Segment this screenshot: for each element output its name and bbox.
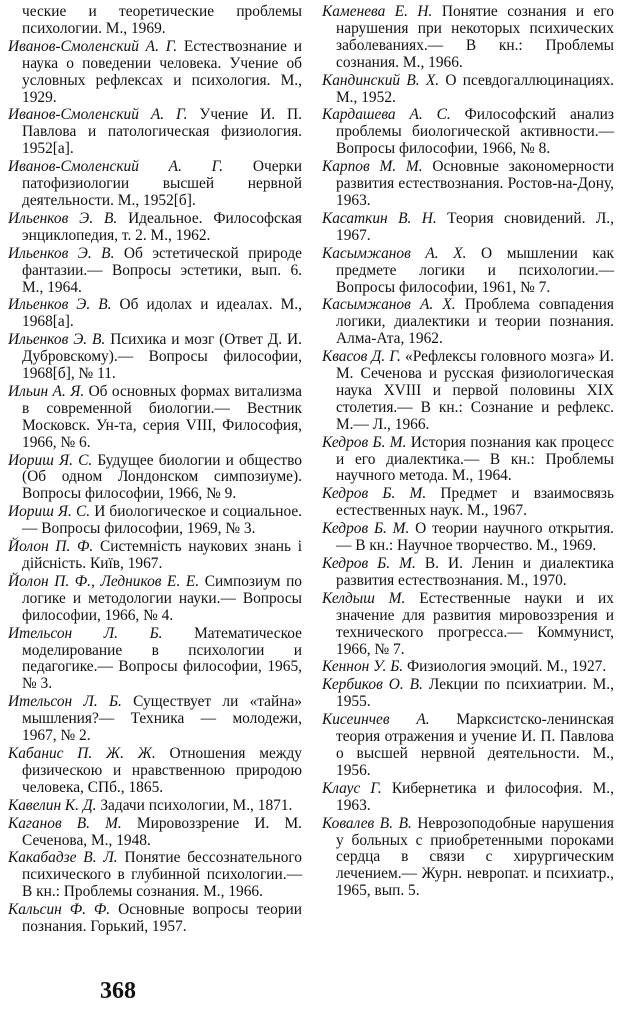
- bibliography-entry: [8, 211, 302, 245]
- bibliography-entry: [322, 107, 614, 158]
- entry-text: Понятие сознания и его нарушения при некоторых психических заболеваниях.— В кн.: Проблемы сознания. М., 1966.: [336, 3, 614, 71]
- entry-author: Иванов-Смоленский А. Г.: [8, 106, 188, 124]
- bibliography-entry: [8, 4, 302, 38]
- entry-author: Кедров Б. М.: [322, 520, 410, 538]
- entry-text: Лекции по психиатрии. М., 1955.: [336, 676, 614, 711]
- entry-author: Касымжанов А. Х.: [322, 296, 456, 314]
- entry-author: Какабадзе В. Л.: [8, 849, 118, 867]
- entry-author: Каганов В. М.: [8, 814, 122, 832]
- entry-author: Кардашева А. С.: [322, 106, 451, 124]
- entry-author: Кисеинчев А.: [322, 711, 430, 729]
- bibliography-entry: [8, 246, 302, 297]
- right-column: [322, 4, 614, 901]
- bibliography-entry: [8, 902, 302, 936]
- entry-text: Проблема совпадения логики, диалектики и теории познания. Алма-Ата, 1962.: [336, 296, 614, 348]
- bibliography-entry: [322, 521, 614, 555]
- bibliography-entry: [8, 332, 302, 383]
- bibliography-entry: [8, 816, 302, 850]
- entry-author: Кандинский В. Х.: [322, 71, 440, 89]
- bibliography-entry: [322, 159, 614, 210]
- bibliography-entry: [322, 659, 614, 676]
- entry-text: Психика и мозг (Ответ Д. И. Дубровскому).— Вопросы философии, 1968[б], № 11.: [22, 331, 302, 383]
- bibliography-entry: [8, 107, 302, 158]
- entry-text: Марксистско-ленинская теория отражения и учение И. П. Павлова о высшей нервной деятельности. М., 1956.: [336, 711, 614, 779]
- entry-text: Естествознание и наука о поведении человека. Учение об условных рефлексах и психология. М., 1929.: [22, 37, 302, 106]
- entry-author: Кальсин Ф. Ф.: [8, 901, 111, 919]
- entry-author: Кербиков О. В.: [322, 676, 423, 694]
- bibliography-entry: [8, 626, 302, 694]
- entry-text: Учение И. П. Павлова и патологическая физиология. 1952[а].: [22, 106, 302, 158]
- entry-author: Касаткин В. Н.: [322, 209, 437, 227]
- bibliography-entry: [322, 435, 614, 486]
- page-number: 368: [100, 978, 136, 1004]
- bibliography-entry: [322, 349, 614, 434]
- entry-author: Клаус Г.: [322, 779, 382, 797]
- bibliography-entry: [8, 39, 302, 107]
- entry-text: Системність наукових знань і дійсність. Київ, 1967.: [22, 538, 303, 572]
- bibliography-entry: [322, 591, 614, 659]
- entry-text: Мировоззрение И. М. Сеченова, М., 1948.: [22, 814, 302, 849]
- entry-author: Ильенков Э. В.: [8, 296, 112, 314]
- bibliography-entry: [322, 246, 614, 297]
- entry-text: Естественные науки и их значение для развития мировоззрения и технического прогресса.— Коммунист, 1966, № 7.: [336, 589, 614, 658]
- entry-author: Карпов М. М.: [322, 158, 423, 176]
- bibliography-entry: [8, 297, 302, 331]
- bibliography-entry: [322, 677, 614, 711]
- bibliography-entry: [8, 159, 302, 210]
- entry-text: ческие и теоретические проблемы психологии. М., 1969.: [22, 3, 302, 37]
- bibliography-entry: [8, 539, 302, 573]
- entry-text: Основные вопросы теории познания. Горький, 1957.: [22, 901, 302, 936]
- entry-text: И биологическое и социальное.— Вопросы философии, 1969, № 3.: [22, 503, 303, 538]
- entry-text: Предмет и взаимосвязь естественных наук. М., 1967.: [336, 485, 614, 520]
- entry-text: Кибернетика и философия. М., 1963.: [336, 779, 614, 814]
- entry-text: О мышлении как предмете логики и психологии.— Вопросы философии, 1961, № 7.: [336, 244, 614, 296]
- entry-text: Теория сновидений. Л., 1967.: [336, 209, 614, 244]
- entry-text: Физиология эмоций. М., 1927.: [403, 658, 607, 676]
- bibliography-entry: [322, 4, 614, 72]
- entry-text: Будущее биологии и общество (Об одном Лондонском симпозиуме). Вопросы философии, 1966, № 9.: [22, 451, 302, 503]
- bibliography-entry: [8, 384, 302, 452]
- entry-author: Кедров Б. М.: [322, 433, 407, 451]
- left-column: [8, 4, 302, 937]
- entry-author: Ковалев В. В.: [322, 814, 412, 832]
- entry-text: Об основных формах витализма в современной биологии.— Вестник Московск. Ун-та, серия VIII, Философия, 1966, № 6.: [22, 382, 302, 451]
- entry-text: История познания как процесс и его диалектика.— В кн.: Проблемы научного метода. М., 1964.: [336, 433, 614, 485]
- entry-author: Кабанис П. Ж. Ж.: [8, 744, 156, 762]
- entry-author: Йолон П. Ф.: [8, 538, 94, 556]
- entry-author: Ительсон Л. Б.: [8, 693, 122, 711]
- entry-text: Отношения между физическою и нравственною природою человека, СПб., 1865.: [22, 744, 302, 796]
- entry-author: Иориш Я. С.: [8, 503, 91, 521]
- bibliography-entry: [322, 297, 614, 348]
- entry-text: Задачи психологии, М., 1871.: [96, 796, 293, 814]
- entry-text: Симпозиум по логике и методологии науки.— Вопросы философии, 1966, № 4.: [22, 572, 302, 624]
- entry-author: Ильенков Э. В.: [8, 244, 115, 262]
- entry-author: Квасов Д. Г.: [322, 348, 401, 366]
- entry-author: Кавелин К. Д.: [8, 796, 97, 814]
- bibliography-entry: [322, 211, 614, 245]
- bibliography-entry: [8, 574, 302, 625]
- bibliography-entry: [322, 73, 614, 107]
- entry-author: Ильенков Э. В.: [8, 331, 106, 349]
- bibliography-entry: [322, 781, 614, 815]
- bibliography-entry: [8, 694, 302, 745]
- bibliography-entry: [8, 504, 302, 538]
- entry-text: Существует ли «тайна» мышления?— Техника — молодежи, 1967, № 2.: [22, 693, 303, 745]
- entry-text: Неврозоподобные нарушения у больных с приобретенными пороками сердца в связи с хирургическим лечением.— Журн. невропат. и психиатр., 1965, вып. 5.: [336, 814, 614, 900]
- entry-text: Понятие бессознательного психического в глубинной психологии.— В кн.: Проблемы сознания. М., 1966.: [22, 849, 303, 901]
- entry-text: Очерки патофизиологии высшей нервной деятельности. М., 1952[б].: [22, 158, 303, 209]
- entry-author: Келдыш М.: [322, 589, 406, 607]
- entry-text: О псевдогаллюцинациях. М., 1952.: [336, 71, 614, 106]
- entry-text: В. И. Ленин и диалектика развития естествознания. М., 1970.: [336, 555, 614, 589]
- entry-text: Математическое моделирование в психологии и педагогике.— Вопросы философии, 1965, № 3.: [22, 624, 303, 693]
- bibliography-entry: [322, 486, 614, 520]
- entry-author: Кедров Б. М.: [322, 485, 427, 503]
- entry-text: «Рефлексы головного мозга» И. М. Сеченова и русская физиологическая наука XVIII и первой половины XIX столетия.— В кн.: Сознание и рефлекс. М.— Л., 1966.: [336, 348, 614, 433]
- entry-author: Ильин А. Я.: [8, 382, 85, 400]
- entry-author: Кедров Б. М.: [322, 555, 416, 572]
- entry-author: Ительсон Л. Б.: [8, 624, 163, 642]
- entry-author: Каменева Е. Н.: [322, 3, 433, 20]
- entry-text: Об эстетической природе фантазии.— Вопросы эстетики, вып. 6. М., 1964.: [22, 244, 302, 296]
- entry-text: Философский анализ проблемы биологической активности.— Вопросы философии, 1966, № 8.: [336, 106, 614, 158]
- bibliography-entry: [8, 746, 302, 797]
- entry-author: Кеннон У. Б.: [322, 658, 404, 676]
- entry-text: О теории научного открытия.— В кн.: Научное творчество. М., 1969.: [336, 520, 614, 555]
- entry-author: Иориш Я. С.: [8, 451, 93, 469]
- entry-text: Идеальное. Философская энциклопедия, т. 2. М., 1962.: [22, 209, 303, 244]
- bibliography-entry: [8, 850, 302, 901]
- entry-text: Основные закономерности развития естествознания. Ростов-на-Дону, 1963.: [336, 158, 614, 209]
- entry-author: Касымжанов А. Х.: [322, 244, 467, 262]
- entry-text: Об идолах и идеалах. М., 1968[а].: [22, 296, 302, 331]
- entry-author: Иванов-Смоленский А. Г.: [8, 37, 178, 55]
- bibliography-entry: [8, 798, 302, 815]
- bibliography-entry: [322, 712, 614, 780]
- entry-author: Иванов-Смоленский А. Г.: [8, 158, 224, 176]
- bibliography-entry: [322, 556, 614, 590]
- bibliography-entry: [322, 816, 614, 901]
- entry-author: Ильенков Э. В.: [8, 209, 118, 227]
- entry-author: Йолон П. Ф., Ледников Е. Е.: [8, 572, 200, 590]
- bibliography-entry: [8, 453, 302, 504]
